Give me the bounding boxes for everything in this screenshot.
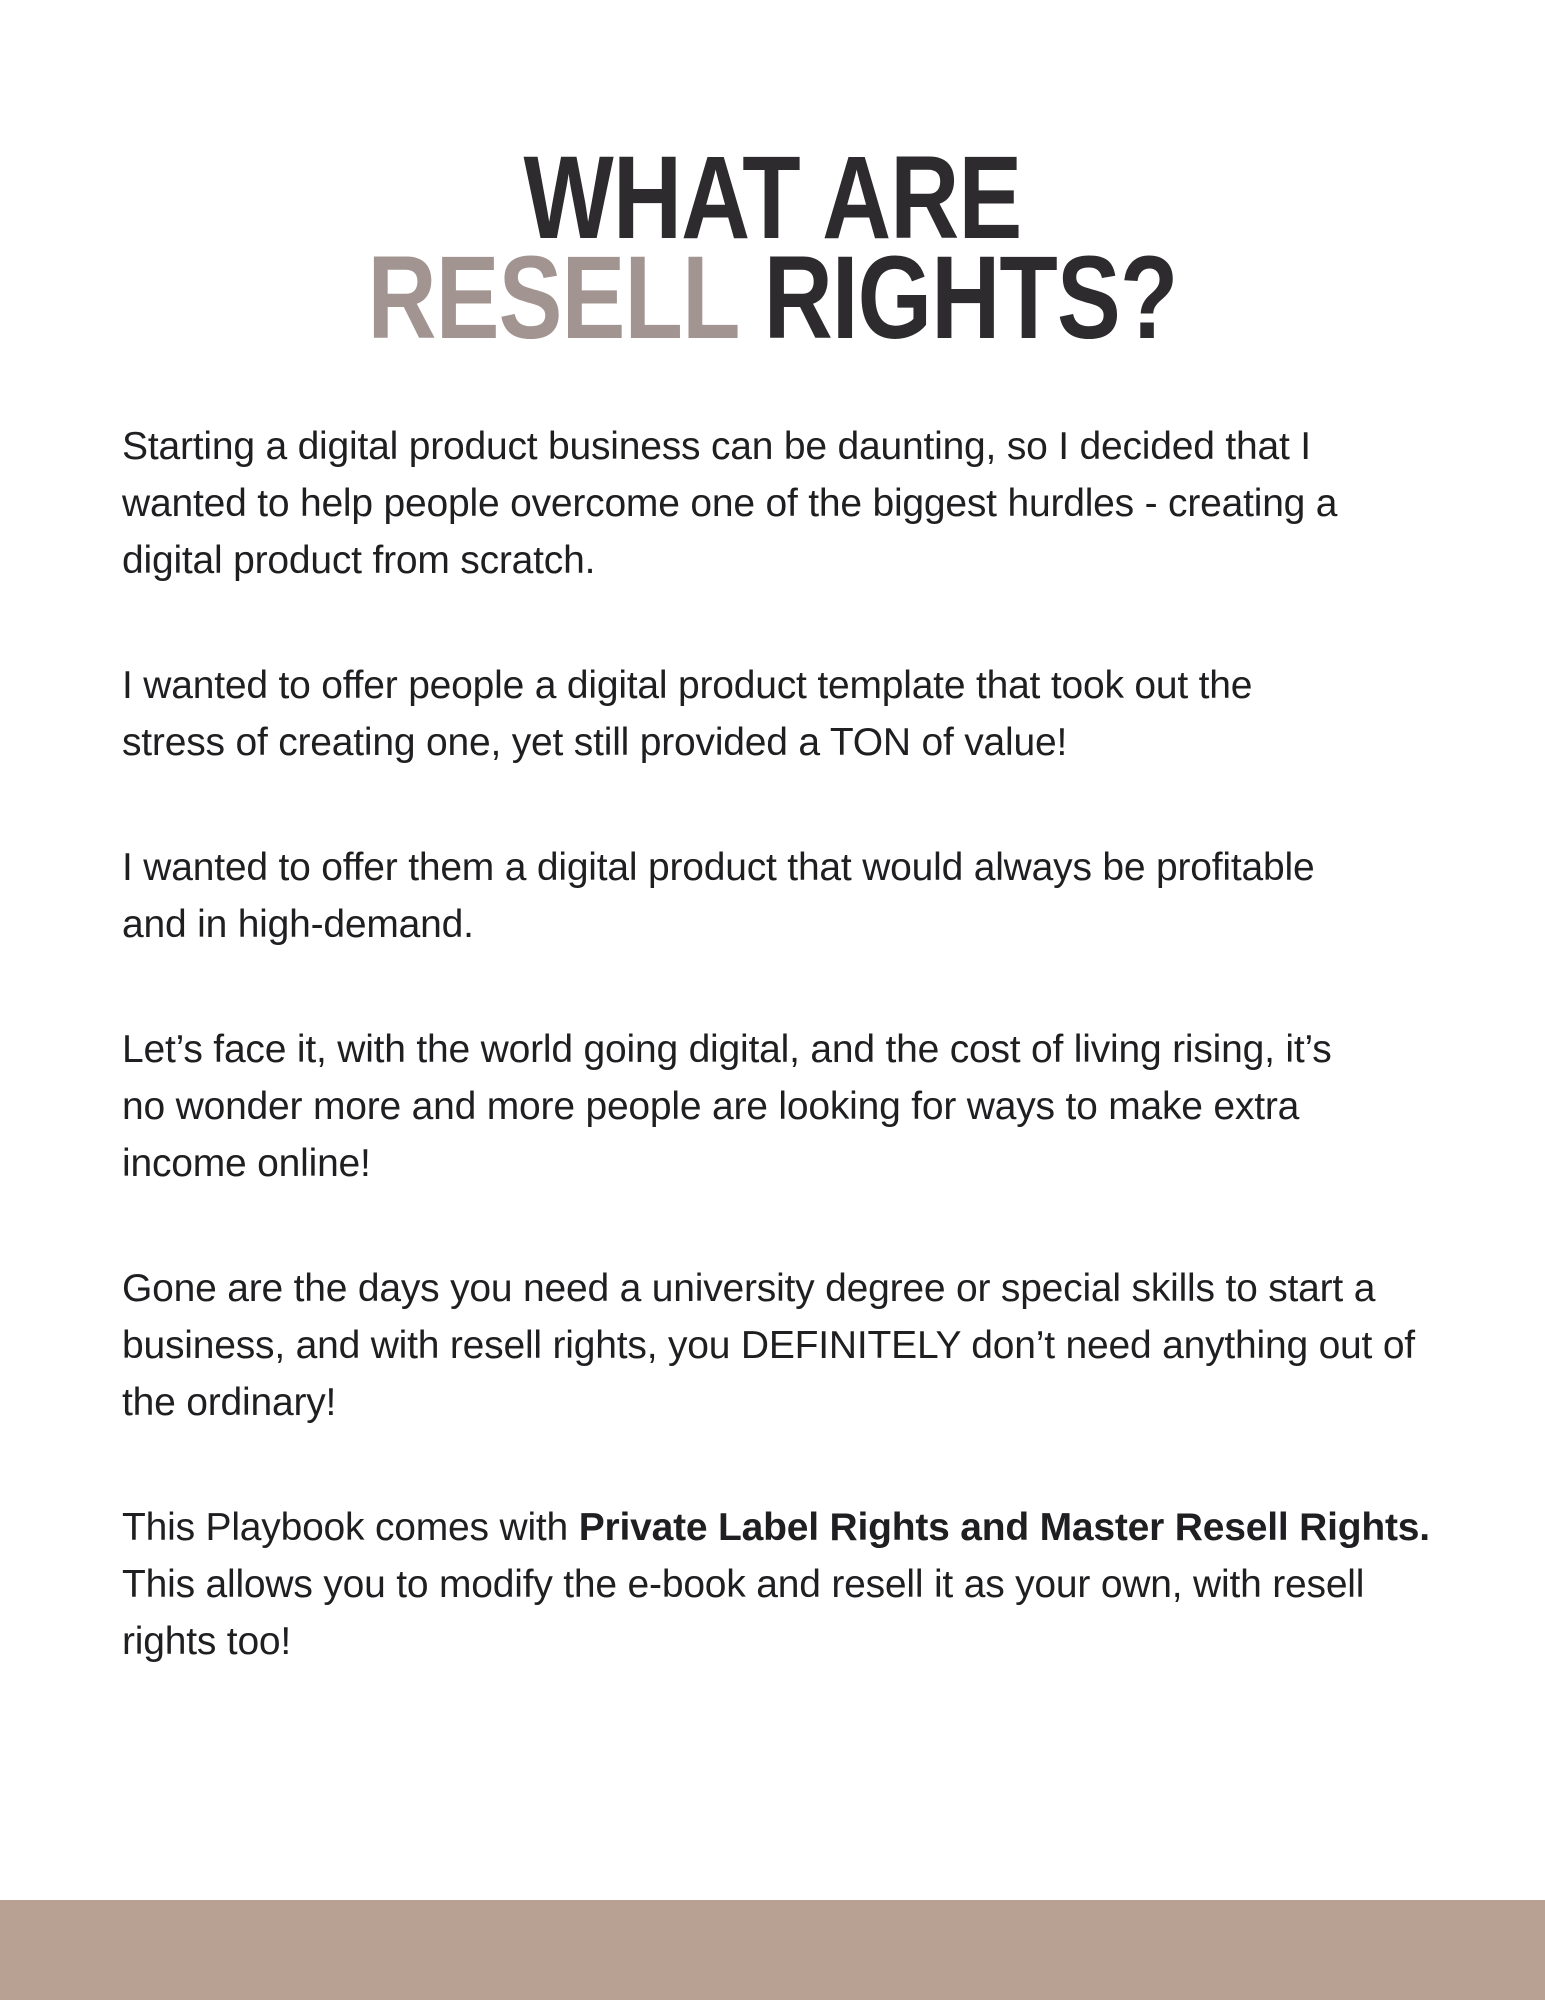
paragraph-line: digital product from scratch. — [122, 539, 596, 582]
paragraph-5 — [122, 1260, 1485, 1431]
paragraph-line: the ordinary! — [122, 1381, 337, 1424]
paragraph-line: and in high-demand. — [122, 903, 474, 946]
paragraph-line: income online! — [122, 1142, 371, 1185]
paragraph-6 — [122, 1499, 1485, 1670]
paragraph-line: This allows you to modify the e-book and resell it as your own, with resell — [122, 1563, 1365, 1606]
paragraph-line: I wanted to offer people a digital product template that took out the — [122, 664, 1253, 707]
title-text-resell: RESELL — [367, 232, 738, 364]
paragraph-line: business, and with resell rights, you DEFINITELY don’t need anything out of — [122, 1324, 1415, 1367]
paragraph-line: wanted to help people overcome one of the biggest hurdles - creating a — [122, 482, 1338, 525]
title-text-rights: RIGHTS? — [737, 232, 1178, 364]
paragraph-line: rights too! — [122, 1620, 292, 1663]
paragraph-line: Let’s face it, with the world going digital, and the cost of living rising, it’s — [122, 1028, 1332, 1071]
paragraph-line — [122, 1499, 1485, 1556]
paragraph-line: no wonder more and more people are looking for ways to make extra — [122, 1085, 1300, 1128]
title-text-what-are: WHAT ARE — [523, 132, 1022, 264]
paragraph-line: Starting a digital product business can be daunting, so I decided that I — [122, 425, 1311, 468]
paragraph-line-bold-text: Private Label Rights and Master Resell Rights. — [578, 1506, 1430, 1549]
footer-color-band — [0, 1900, 1545, 2000]
paragraph-2 — [122, 657, 1485, 771]
paragraph-4 — [122, 1021, 1485, 1192]
body-text — [122, 418, 1485, 1670]
page-title-line-2 — [147, 232, 1398, 364]
paragraph-3 — [122, 839, 1485, 953]
paragraph-line: Gone are the days you need a university degree or special skills to start a — [122, 1267, 1376, 1310]
paragraph-line-normal-text: This Playbook comes with — [122, 1506, 579, 1549]
paragraph-1 — [122, 418, 1485, 589]
page-title — [0, 132, 1545, 364]
paragraph-line: stress of creating one, yet still provided a TON of value! — [122, 721, 1068, 764]
paragraph-line: I wanted to offer them a digital product that would always be profitable — [122, 846, 1315, 889]
